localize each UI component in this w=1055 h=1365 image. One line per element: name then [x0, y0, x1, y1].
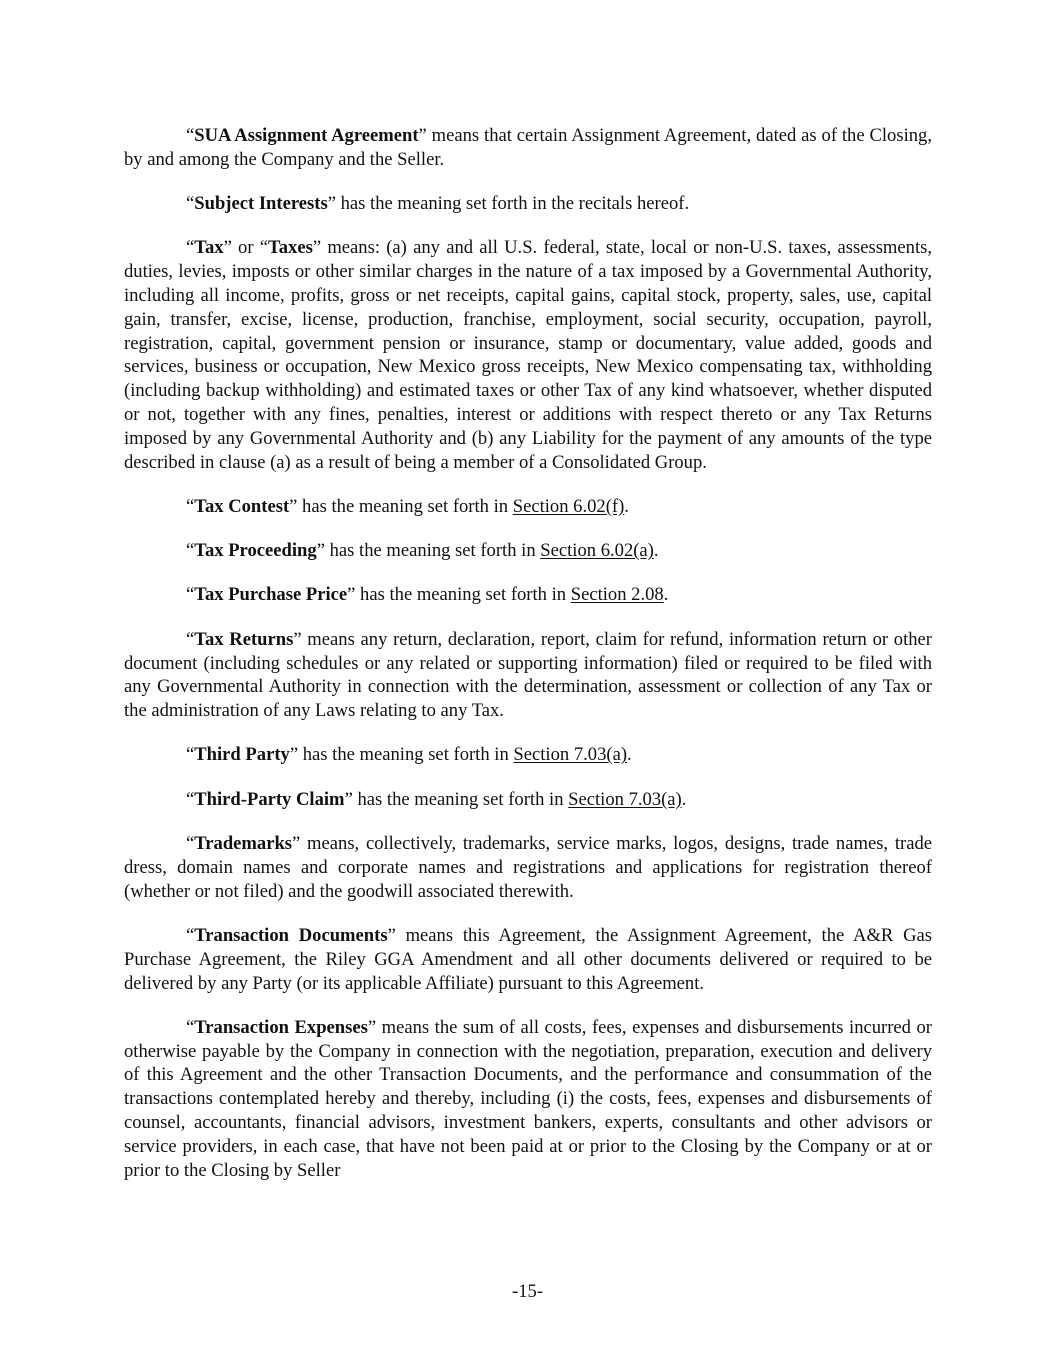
defined-term: Tax Returns: [194, 628, 294, 650]
definition-tax-purchase-price: “Tax Purchase Price” has the meaning set forth in Section 2.08.: [186, 584, 669, 606]
defined-term: Taxes: [268, 237, 313, 259]
definition-text: ” means that certain Assignment Agreement, dated as of the Closing, by and among the Company and the Seller.: [124, 125, 932, 170]
definition-transaction-expenses: “Transaction Expenses” means the sum of all costs, fees, expenses and disbursements incurred or otherwise payable by the Company in connection with the negotiation, preparation, execution and delivery of this Agreement and the other Transaction Documents, and the performance and consummation of the transactions contemplated hereby and thereby, including (i) the costs, fees, expenses and disbursements of counsel, accountants, financial advisors, investment bankers, experts, consultants and other advisors or service providers, in each case, that have not been paid at or prior to the Closing by the Company or at or prior to the Closing by Seller: [124, 1016, 933, 1181]
definition-tax-proceeding: “Tax Proceeding” has the meaning set forth in Section 6.02(a).: [186, 540, 659, 562]
definition-tax: “Tax” or “Taxes” means: (a) any and all U.S. federal, state, local or non-U.S. taxes, assessments, duties, levies, imposts or other similar charges in the nature of a tax imposed by a Governmental Authority, including all income, profits, gross or net receipts, capital gains, capital stock, property, sales, use, capital gain, transfer, excise, license, production, franchise, employment, social security, occupation, payroll, registration, capital, government pension or insurance, stamp or documentary, value added, goods and services, business or occupation, New Mexico gross receipts, New Mexico compensating tax, withholding (including backup withholding) and estimated taxes or other Tax of any kind whatsoever, whether disputed or not, together with any fines, penalties, interest or additions with respect thereto or any Tax Returns imposed by any Governmental Authority and (b) any Liability for the payment of any amounts of the type described in clause (a) as a result of being a member of a Consolidated Group.: [124, 237, 932, 473]
defined-term: Tax Contest: [194, 495, 290, 517]
definition-trademarks: “Trademarks” means, collectively, trademarks, service marks, logos, designs, trade names, trade dress, domain names and corporate names and registrations and applications for registration thereof (whether or not filed) and the goodwill associated therewith.: [124, 833, 932, 902]
definition-tax-contest: “Tax Contest” has the meaning set forth in Section 6.02(f).: [186, 495, 629, 517]
defined-term: Tax Purchase Price: [194, 584, 348, 606]
definition-text: ” means the sum of all costs, fees, expenses and disbursements incurred or otherwise payable by the Company in connection with the negotiation, preparation, execution and delivery of this Agreement and the other Transaction Documents, and the performance and consummation of the transactions contemplated hereby and thereby, including (i) the costs, fees, expenses and disbursements of counsel, accountants, financial advisors, investment bankers, experts, consultants and other advisors or service providers, in each case, that have not been paid at or prior to the Closing by the Company or at or prior to the Closing by Seller: [124, 1016, 933, 1181]
defined-term: Transaction Expenses: [194, 1016, 368, 1038]
definition-third-party-claim: “Third-Party Claim” has the meaning set forth in Section 7.03(a).: [186, 788, 687, 810]
section-reference-link[interactable]: Section 7.03(a): [513, 744, 628, 766]
section-reference-link[interactable]: Section 6.02(a): [540, 540, 654, 562]
definition-text: ” has the meaning set forth in: [289, 495, 513, 517]
defined-term: Tax: [194, 237, 224, 259]
definition-text: ” has the meaning set forth in: [344, 788, 569, 810]
definition-third-party: “Third Party” has the meaning set forth in Section 7.03(a).: [186, 744, 632, 766]
document-page: [124, 124, 932, 1203]
definition-transaction-documents: “Transaction Documents” means this Agreement, the Assignment Agreement, the A&R Gas Purchase Agreement, the Riley GGA Amendment and all other documents delivered or required to be delivered by any Party (or its applicable Affiliate) pursuant to this Agreement.: [124, 924, 932, 994]
defined-term: Transaction Documents: [194, 924, 388, 946]
definition-subject-interests: “Subject Interests” has the meaning set forth in the recitals hereof.: [186, 193, 690, 215]
definition-text: ” has the meaning set forth in: [347, 584, 571, 606]
definition-text: ” means, collectively, trademarks, service marks, logos, designs, trade names, trade dress, domain names and corporate names and registrations and applications for registration thereof (whether or not filed) and the goodwill associated therewith.: [124, 833, 932, 902]
definition-text: ” means: (a) any and all U.S. federal, state, local or non-U.S. taxes, assessments, duties, levies, imposts or other similar charges in the nature of a tax imposed by a Governmental Authority, including all income, profits, gross or net receipts, capital gains, capital stock, property, sales, use, capital gain, transfer, excise, license, production, franchise, employment, social security, occupation, payroll, registration, capital, government pension or insurance, stamp or documentary, value added, goods and services, business or occupation, New Mexico gross receipts, New Mexico compensating tax, withholding (including backup withholding) and estimated taxes or other Tax of any kind whatsoever, whether disputed or not, together with any fines, penalties, interest or additions with respect thereto or any Tax Returns imposed by any Governmental Authority and (b) any Liability for the payment of any amounts of the type described in clause (a) as a result of being a member of a Consolidated Group.: [124, 237, 932, 473]
defined-term: Trademarks: [194, 833, 293, 855]
definition-text: ” has the meaning set forth in the recitals hereof.: [327, 193, 690, 215]
definition-text: ” has the meaning set forth in: [316, 540, 541, 562]
defined-term: Third-Party Claim: [194, 788, 345, 810]
definition-text: ” has the meaning set forth in: [289, 744, 514, 766]
defined-term: Third Party: [194, 744, 290, 766]
section-reference-link[interactable]: Section 7.03(a): [568, 788, 682, 810]
definition-text: ” means this Agreement, the Assignment Agreement, the A&R Gas Purchase Agreement, the Riley GGA Amendment and all other documents delivered or required to be delivered by any Party (or its applicable Affiliate) pursuant to this Agreement.: [124, 924, 932, 994]
defined-term: Subject Interests: [194, 193, 328, 215]
section-reference-link[interactable]: Section 6.02(f): [512, 495, 625, 517]
defined-term: Tax Proceeding: [194, 540, 317, 562]
definition-text: ” means any return, declaration, report, claim for refund, information return or other document (including schedules or any related or supporting information) filed or required to be filed with any Governmental Authority in connection with the determination, assessment or collection of any Tax or the administration of any Laws relating to any Tax.: [124, 628, 932, 722]
definition-sua-assignment-agreement: “SUA Assignment Agreement” means that certain Assignment Agreement, dated as of the Closing, by and among the Company and the Seller.: [124, 125, 932, 170]
page-number: -15-: [512, 1281, 543, 1302]
defined-term: SUA Assignment Agreement: [194, 125, 419, 146]
section-reference-link[interactable]: Section 2.08: [570, 584, 664, 606]
definition-tax-returns: “Tax Returns” means any return, declaration, report, claim for refund, information return or other document (including schedules or any related or supporting information) filed or required to be filed with any Governmental Authority in connection with the determination, assessment or collection of any Tax or the administration of any Laws relating to any Tax.: [124, 628, 932, 722]
